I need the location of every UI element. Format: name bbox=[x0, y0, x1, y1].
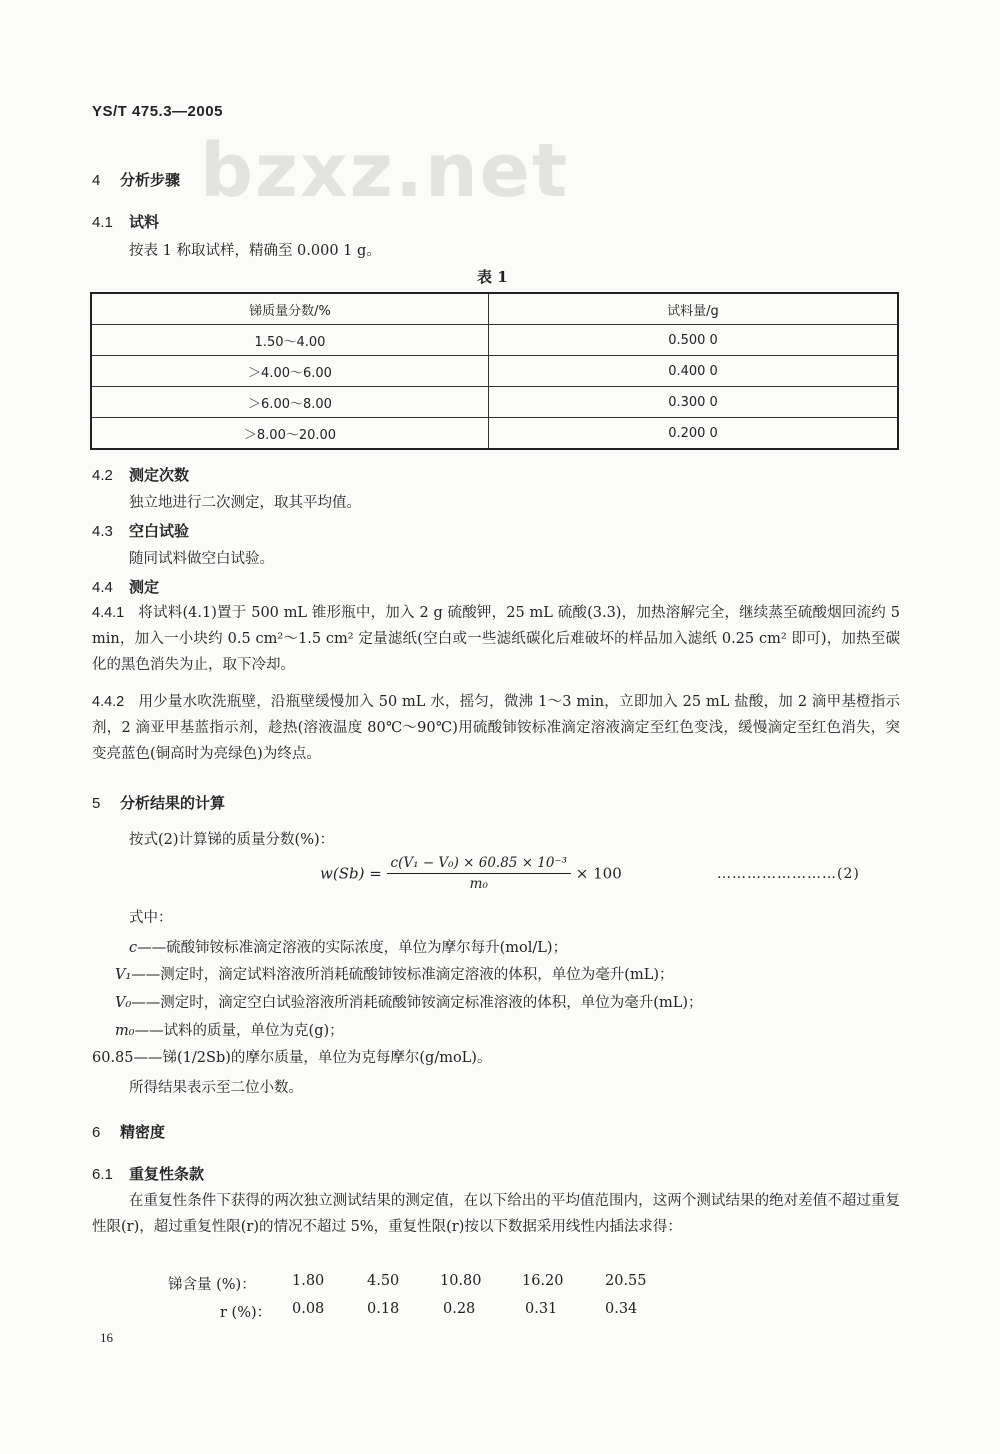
data-value: 0.18 bbox=[367, 1301, 400, 1317]
section-heading: 6.1 重复性条款 bbox=[92, 1165, 205, 1183]
variable-definition: c——硫酸铈铵标准滴定溶液的实际浓度，单位为摩尔每升(mol/L)； bbox=[129, 940, 568, 956]
formula-lhs: w(Sb) = bbox=[320, 864, 382, 883]
table-cell: 0.500 0 bbox=[489, 325, 899, 356]
where-intro: 式中： bbox=[129, 910, 173, 926]
paragraph: 随同试料做空白试验。 bbox=[129, 551, 274, 567]
data-value: 1.80 bbox=[292, 1273, 325, 1289]
formula-fraction bbox=[387, 855, 571, 892]
table-caption: 表 1 bbox=[477, 268, 508, 286]
data-value: 0.34 bbox=[605, 1301, 638, 1317]
paragraph: 所得结果表示至二位小数。 bbox=[129, 1080, 303, 1096]
table-header-row bbox=[91, 293, 898, 325]
table-row bbox=[91, 325, 898, 356]
data-value: 20.55 bbox=[605, 1273, 647, 1289]
data-value: 0.31 bbox=[525, 1301, 558, 1317]
table-header: 试料量/g bbox=[489, 293, 899, 325]
table-cell: 1.50～4.00 bbox=[91, 325, 489, 356]
sample-mass-table bbox=[90, 292, 899, 450]
data-value: 0.28 bbox=[443, 1301, 476, 1317]
formula-numerator: c(V₁ − V₀) × 60.85 × 10⁻³ bbox=[387, 855, 571, 874]
formula-denominator: m₀ bbox=[469, 876, 488, 892]
page-number: 16 bbox=[100, 1330, 113, 1345]
data-value: 10.80 bbox=[440, 1273, 482, 1289]
variable-definition: V₁——测定时，滴定试料溶液所消耗硫酸铈铵标准滴定溶液的体积，单位为毫升(mL)； bbox=[115, 967, 674, 983]
table-row bbox=[91, 418, 898, 450]
paragraph-6-1: 在重复性条件下获得的两次独立测试结果的测定值，在以下给出的平均值范围内，这两个测试结果的绝对差值不超过重复性限(r)，超过重复性限(r)的情况不超过 5%，重复性限(r)按以下数据采用线性内插法求得： bbox=[92, 1193, 900, 1235]
variable-definition: 60.85——锑(1/2Sb)的摩尔质量，单位为克每摩尔(g/moL)。 bbox=[92, 1050, 492, 1066]
paragraph: 独立地进行二次测定，取其平均值。 bbox=[129, 495, 361, 511]
table-cell: ＞4.00～6.00 bbox=[91, 356, 489, 387]
data-value: 0.08 bbox=[292, 1301, 325, 1317]
section-heading: 6 精密度 bbox=[92, 1123, 166, 1141]
formula-rhs: × 100 bbox=[575, 864, 622, 883]
section-heading: 5 分析结果的计算 bbox=[92, 794, 226, 812]
table-cell: 0.400 0 bbox=[489, 356, 899, 387]
data-value: 16.20 bbox=[522, 1273, 564, 1289]
paragraph-4-4-1: 4.4.1 将试料(4.1)置于 500 mL 锥形瓶中，加入 2 g 硫酸钾，25 mL 硫酸(3.3)，加热溶解完全，继续蒸至硫酸烟回流约 5 min，加入一小块约 0.5 cm²～1.5 cm² 定量滤纸(空白或一些滤纸碳化后难破坏的样品加入滤纸 0.25 cm² 即可)，加热至碳化的黑色消失为止，取下冷却。 bbox=[92, 605, 900, 673]
section-heading: 4.2 测定次数 bbox=[92, 466, 190, 484]
paragraph-4-4-2: 4.4.2 用少量水吹洗瓶壁，沿瓶壁缓慢加入 50 mL 水，摇匀，微沸 1～3 min，立即加入 25 mL 盐酸，加 2 滴甲基橙指示剂，2 滴亚甲基蓝指示剂，趁热(溶液温度 80℃～90℃)用硫酸铈铵标准滴定溶液滴定至红色变浅，缓慢滴定至红色消失，突变亮蓝色(铜高时为亮绿色)为终点。 bbox=[92, 694, 900, 762]
repeatability-row-content bbox=[0, 1273, 1000, 1295]
data-value: 4.50 bbox=[367, 1273, 400, 1289]
table-row bbox=[91, 387, 898, 418]
table-cell: ＞6.00～8.00 bbox=[91, 387, 489, 418]
section-heading: 4.1 试料 bbox=[92, 213, 160, 231]
formula-2 bbox=[320, 855, 622, 901]
table-cell: 0.200 0 bbox=[489, 418, 899, 450]
paragraph: 按式(2)计算锑的质量分数(%)： bbox=[129, 832, 335, 848]
repeatability-row-limit bbox=[0, 1301, 1000, 1323]
standard-number: YS/T 475.3—2005 bbox=[92, 103, 223, 120]
section-heading: 4.4 测定 bbox=[92, 578, 160, 596]
variable-definition: V₀——测定时，滴定空白试验溶液所消耗硫酸铈铵滴定标准溶液的体积，单位为毫升(mL)； bbox=[115, 995, 703, 1011]
variable-definition: m₀——试料的质量，单位为克(g)； bbox=[115, 1023, 344, 1039]
formula-label: ……………………(2) bbox=[717, 866, 860, 882]
watermark: bzxz.net bbox=[200, 128, 570, 214]
table-row bbox=[91, 356, 898, 387]
section-heading: 4 分析步骤 bbox=[92, 171, 181, 189]
row-label: r (%)： bbox=[220, 1305, 272, 1321]
table-cell: ＞8.00～20.00 bbox=[91, 418, 489, 450]
table-cell: 0.300 0 bbox=[489, 387, 899, 418]
table-header: 锑质量分数/% bbox=[91, 293, 489, 325]
paragraph: 按表 1 称取试样，精确至 0.000 1 g。 bbox=[129, 243, 381, 259]
section-heading: 4.3 空白试验 bbox=[92, 522, 190, 540]
row-label: 锑含量 (%)： bbox=[168, 1277, 256, 1293]
